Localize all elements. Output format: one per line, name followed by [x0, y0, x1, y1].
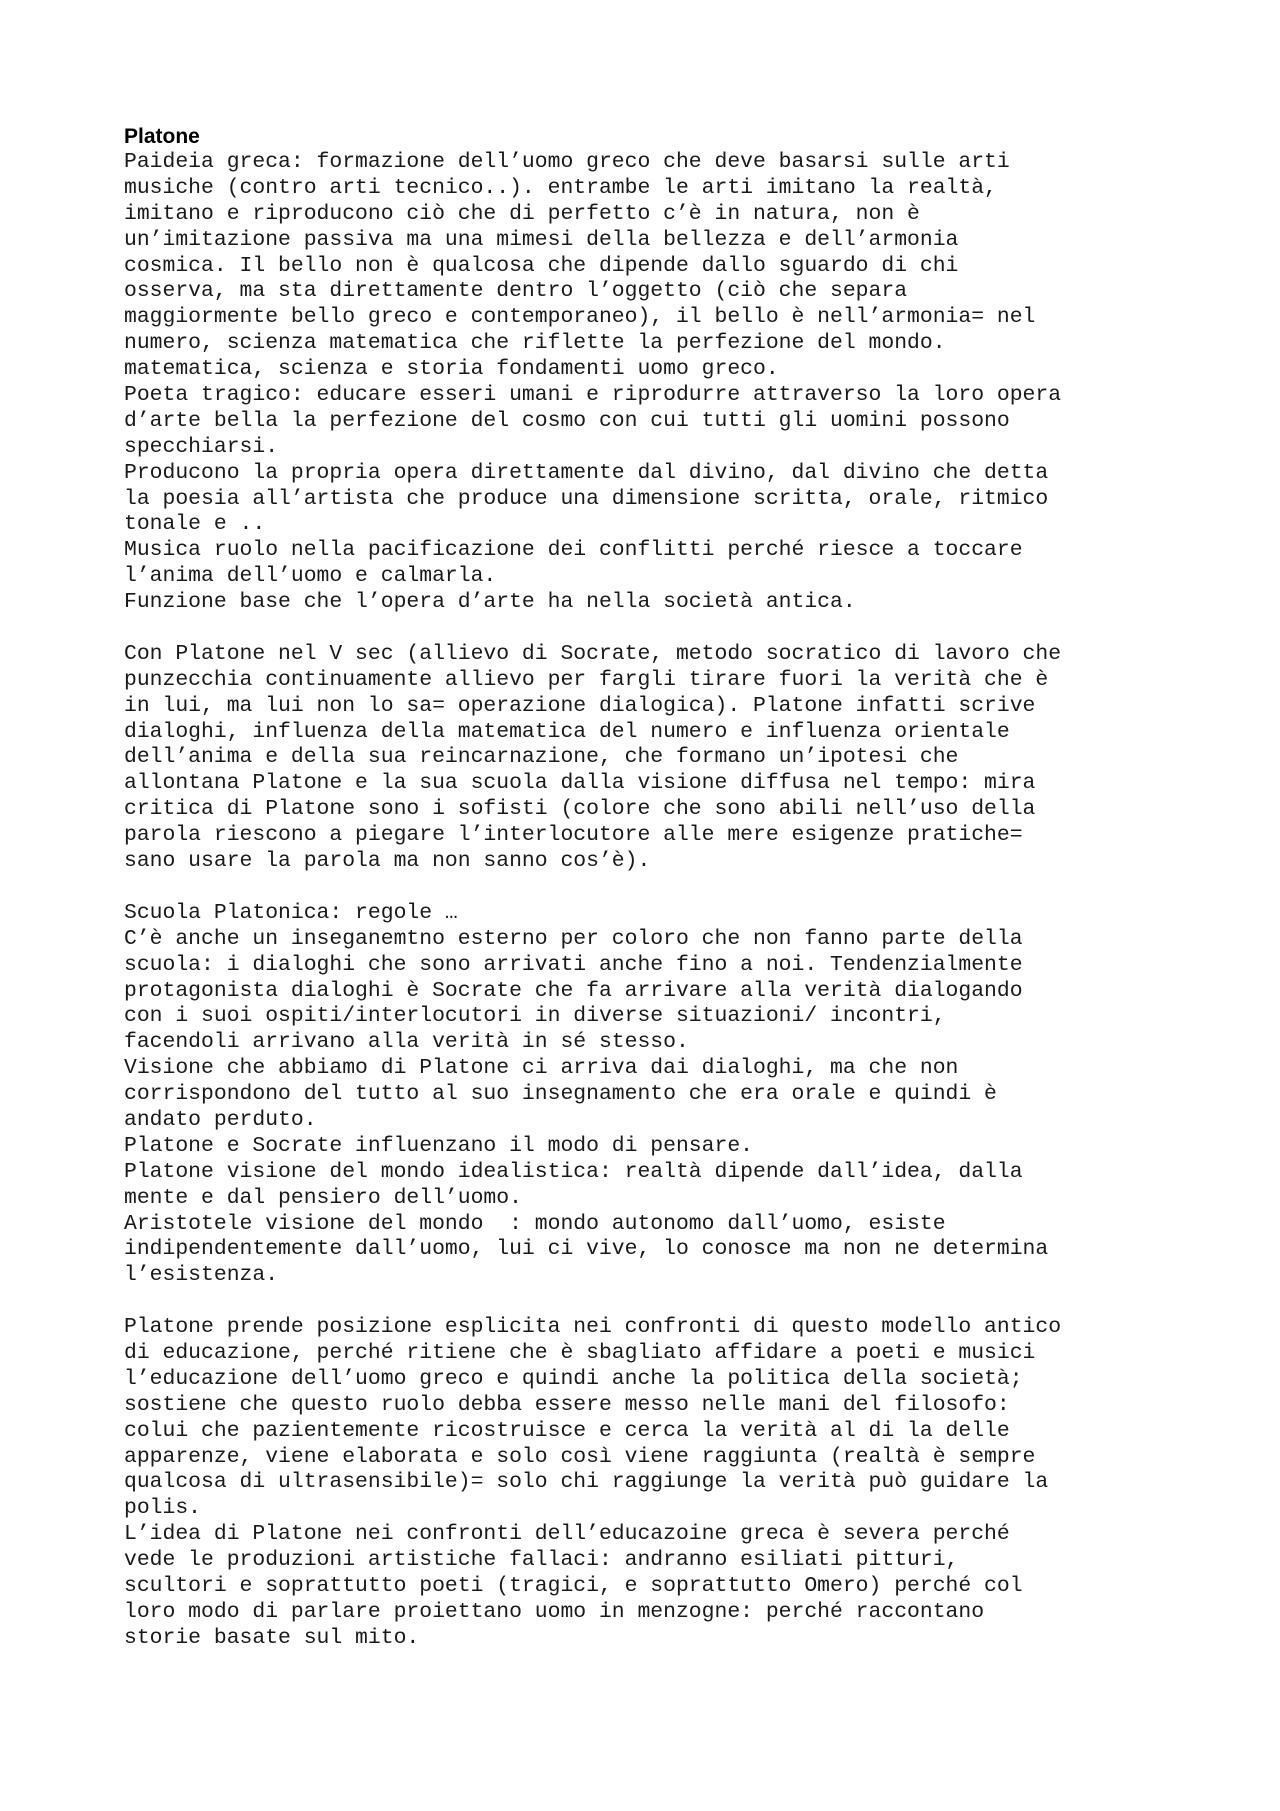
text-line: dell’anima e della sua reincarnazione, che formano un’ipotesi che [124, 745, 959, 770]
text-line: polis. [124, 1496, 202, 1521]
text-line: loro modo di parlare proiettano uomo in menzogne: perché raccontano [124, 1599, 985, 1624]
text-line: Producono la propria opera direttamente dal divino, dal divino che detta [124, 460, 1049, 485]
text-line: qualcosa di ultrasensibile)= solo chi raggiunge la verità può guidare la [124, 1470, 1049, 1495]
text-line: parola riescono a piegare l’interlocutore alle mere esigenze pratiche= [124, 823, 1023, 848]
text-line: con i suoi ospiti/interlocutori in diverse situazioni/ incontri, [124, 1004, 946, 1029]
text-line: mente e dal pensiero dell’uomo. [124, 1185, 522, 1210]
text-line: Platone prende posizione esplicita nei confronti di questo modello antico [124, 1315, 1062, 1340]
text-line: un’imitazione passiva ma una mimesi della bellezza e dell’armonia [124, 227, 959, 252]
text-line: C’è anche un inseganemtno esterno per coloro che non fanno parte della [124, 926, 1023, 951]
text-line: tonale e .. [124, 512, 266, 537]
text-line: critica di Platone sono i sofisti (colore che sono abili nell’uso della [124, 797, 1036, 822]
text-line: specchiarsi. [124, 434, 279, 459]
document-page [124, 124, 1234, 1652]
text-line: protagonista dialoghi è Socrate che fa arrivare alla verità dialogando [124, 978, 1023, 1003]
text-line: scultori e soprattutto poeti (tragici, e soprattutto Omero) perché col [124, 1573, 1023, 1598]
text-line: osserva, ma sta direttamente dentro l’oggetto (ciò che separa [124, 279, 908, 304]
text-line: Musica ruolo nella pacificazione dei conflitti perché riesce a toccare [124, 538, 1023, 563]
text-line: sano usare la parola ma non sanno cos’è). [124, 849, 651, 874]
text-line: scuola: i dialoghi che sono arrivati anche fino a noi. Tendenzialmente [124, 952, 1023, 977]
text-line: musiche (contro arti tecnico..). entrambe le arti imitano la realtà, [124, 175, 997, 200]
text-line: vede le produzioni artistiche fallaci: andranno esiliati pitturi, [124, 1548, 959, 1573]
text-line: Visione che abbiamo di Platone ci arriva dai dialoghi, ma che non [124, 1056, 959, 1081]
text-line: l’educazione dell’uomo greco e quindi anche la politica della società; [124, 1366, 1023, 1391]
text-line: L’idea di Platone nei confronti dell’educazoine greca è severa perché [124, 1522, 1010, 1547]
text-line: la poesia all’artista che produce una dimensione scritta, orale, ritmico [124, 486, 1049, 511]
text-line: Scuola Platonica: regole … [124, 900, 458, 925]
document-body [124, 150, 1234, 1652]
text-line: sostiene che questo ruolo debba essere messo nelle mani del filosofo: [124, 1392, 1010, 1417]
text-line: Con Platone nel V sec (allievo di Socrate, metodo socratico di lavoro che [124, 641, 1062, 666]
text-line: apparenze, viene elaborata e solo così viene raggiunta (realtà è sempre [124, 1444, 1036, 1469]
text-line: in lui, ma lui non lo sa= operazione dialogica). Platone infatti scrive [124, 693, 1036, 718]
paragraph-spacer [124, 875, 1234, 901]
paragraph-spacer [124, 1289, 1234, 1315]
text-line: dialoghi, influenza della matematica del numero e influenza orientale [124, 719, 1010, 744]
text-line: numero, scienza matematica che riflette la perfezione del mondo. [124, 331, 946, 356]
text-line: Platone e Socrate influenzano il modo di pensare. [124, 1133, 753, 1158]
text-line: colui che pazientemente ricostruisce e cerca la verità al di la delle [124, 1418, 1010, 1443]
text-line: andato perduto. [124, 1107, 317, 1132]
text-line: Platone visione del mondo idealistica: realtà dipende dall’idea, dalla [124, 1159, 1023, 1184]
text-line: di educazione, perché ritiene che è sbagliato affidare a poeti e musici [124, 1340, 1036, 1365]
text-line: Aristotele visione del mondo : mondo autonomo dall’uomo, esiste [124, 1211, 946, 1236]
text-line: l’anima dell’uomo e calmarla. [124, 564, 497, 589]
text-line: allontana Platone e la sua scuola dalla visione diffusa nel tempo: mira [124, 771, 1036, 796]
text-line: maggiormente bello greco e contemporaneo), il bello è nell’armonia= nel [124, 305, 1036, 330]
text-line: storie basate sul mito. [124, 1625, 420, 1650]
document-title: Platone [124, 125, 200, 148]
text-line: corrispondono del tutto al suo insegnamento che era orale e quindi è [124, 1082, 997, 1107]
text-line: Paideia greca: formazione dell’uomo greco che deve basarsi sulle arti [124, 150, 1010, 174]
text-line: punzecchia continuamente allievo per fargli tirare fuori la verità che è [124, 667, 1049, 692]
text-line: matematica, scienza e storia fondamenti uomo greco. [124, 357, 779, 382]
text-line: cosmica. Il bello non è qualcosa che dipende dallo sguardo di chi [124, 253, 959, 278]
text-line: l’esistenza. [124, 1263, 279, 1288]
paragraph-spacer [124, 616, 1234, 642]
text-line: Poeta tragico: educare esseri umani e riprodurre attraverso la loro opera [124, 383, 1062, 408]
text-line: indipendentemente dall’uomo, lui ci vive, lo conosce ma non ne determina [124, 1237, 1049, 1262]
text-line: imitano e riproducono ciò che di perfetto c’è in natura, non è [124, 201, 920, 226]
text-line: d’arte bella la perfezione del cosmo con cui tutti gli uomini possono [124, 408, 1010, 433]
text-line: facendoli arrivano alla verità in sé stesso. [124, 1030, 689, 1055]
text-line: Funzione base che l’opera d’arte ha nella società antica. [124, 590, 856, 615]
